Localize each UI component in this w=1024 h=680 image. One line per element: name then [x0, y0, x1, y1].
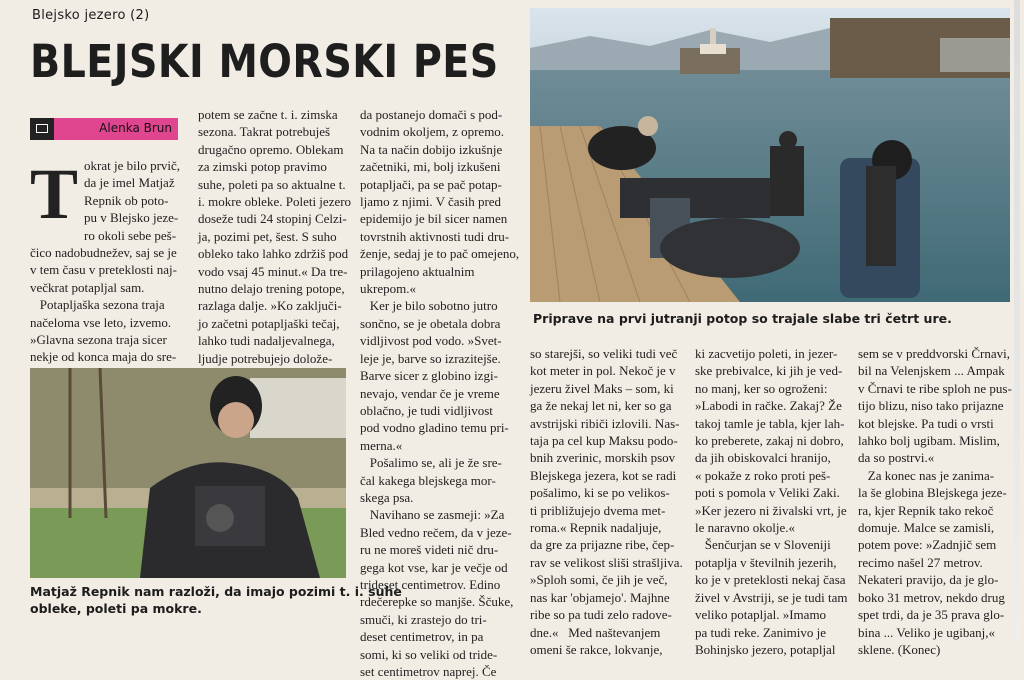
- text-line: ribe so pa tudi zelo radove-: [530, 607, 672, 623]
- text-line: i. mokre obleke. Poleti jezero: [198, 194, 352, 210]
- text-line: set centimetrov naprej. Če: [360, 664, 497, 679]
- text-line: ženje, sedaj je to pač omejeno,: [360, 246, 520, 262]
- author-name: Alenka Brun: [99, 121, 172, 135]
- text-line: čico nadobudnežev, saj se je: [30, 245, 177, 261]
- column-6: [858, 345, 1018, 658]
- text-line: ru ne moreš videti nič dru-: [360, 542, 499, 558]
- page-title: BLEJSKI MORSKI PES: [30, 35, 499, 88]
- text-line: da jih obiskovalci hranijo,: [695, 450, 831, 466]
- photo-caption-top: Priprave na prvi jutranji potop so trajale slabe tri četrt ure.: [533, 311, 952, 326]
- text-line: da postanejo domači s pod-: [360, 107, 503, 122]
- text-line: Blejskega jezera, kot se radi: [530, 467, 677, 483]
- text-line: rav se velikost sliši strašljiva.: [530, 554, 683, 570]
- text-line: Nekateri pravijo, da je glo-: [858, 572, 999, 588]
- text-line: roma.« Repnik nadaljuje,: [530, 520, 662, 536]
- text-line: ukrepom.«: [360, 281, 416, 297]
- text-line: »Labodi in račke. Zakaj? Že: [695, 398, 842, 414]
- text-line: Bled vedno rečem, da v jeze-: [360, 524, 512, 540]
- text-line: »Ker jezero ni živalski vrt, je: [695, 502, 847, 518]
- text-line: nutno delajo trening potope,: [198, 281, 345, 297]
- text-line: ti približujejo dvema met-: [530, 502, 666, 518]
- text-line: za zimski potop pravimo: [198, 159, 327, 175]
- text-line: nekje od konca maja do sre-: [30, 349, 177, 365]
- text-line: večkrat potapljal sam.: [30, 279, 145, 295]
- text-line: da gre za prijazne ribe, čep-: [530, 537, 675, 553]
- author-icon: [30, 118, 54, 140]
- text-line: da so postrvi.«: [858, 450, 935, 466]
- drop-cap: T: [30, 154, 79, 234]
- section-kicker: Blejsko jezero (2): [32, 8, 150, 23]
- text-line: da je imel Matjaž: [84, 175, 175, 191]
- text-line: ljudje potrebujejo dolože-: [198, 350, 333, 366]
- text-line: Za konec nas je zanima-: [858, 467, 995, 483]
- text-line: pu v Blejsko jeze-: [84, 210, 179, 226]
- column-4: [530, 345, 690, 658]
- photo-caption-left: Matjaž Repnik nam razloži, da imajo pozimi t. i. suhe obleke, poleti pa mokre.: [30, 584, 402, 616]
- column-1: [30, 154, 190, 383]
- text-line: no manj, ker so ogroženi:: [695, 380, 828, 396]
- text-line: lahko bolj ugibam. Mislim,: [858, 433, 1000, 449]
- text-line: Ker je bilo sobotno jutro: [360, 298, 498, 314]
- text-line: »Sploh somi, če jih je več,: [530, 572, 668, 588]
- text-line: Šenčurjan se v Sloveniji: [695, 537, 831, 553]
- text-line: epidemijo je bil sicer namen: [360, 211, 508, 227]
- text-line: Potapljaška sezona traja: [30, 297, 165, 313]
- text-line: čal kakega blejskega mor-: [360, 472, 496, 488]
- text-line: nevajo, vendar če je vreme: [360, 385, 500, 401]
- text-line: dne.« Med naštevanjem: [530, 624, 661, 640]
- text-line: načeloma vse leto, izvemo.: [30, 314, 172, 330]
- page-edge: [1014, 0, 1020, 640]
- text-line: omeni še rakce, lokvanje,: [530, 641, 663, 657]
- column-5: [695, 345, 855, 658]
- text-line: obleko tako lahko zdržiš pod: [198, 246, 349, 262]
- text-line: pošalimo, ki se po velikos-: [530, 485, 670, 501]
- text-line: bil na Velenjskem ... Ampak: [858, 363, 1005, 379]
- text-line: jo začetni potapljaški tečaj,: [198, 315, 340, 331]
- text-line: »Glavna sezona traja sicer: [30, 332, 167, 348]
- text-line: pod vodno gladino temu pri-: [360, 420, 509, 436]
- text-line: okrat je bilo prvič,: [84, 158, 181, 173]
- text-line: Na ta način dobijo izkušnje: [360, 141, 503, 157]
- text-line: vodo vsaj 45 minut.« Da tre-: [198, 263, 348, 279]
- text-line: takoj tamle je tabla, kjer lah-: [695, 415, 845, 431]
- text-line: spet trdi, da je 35 prava glo-: [858, 607, 1005, 623]
- text-line: recimo našel 27 metrov.: [858, 554, 983, 570]
- text-line: potem pove: »Zadnjič sem: [858, 537, 997, 553]
- text-line: Bohinjsko jezero, potapljal: [695, 641, 836, 657]
- text-line: ki zacvetijo poleti, in jezer-: [695, 346, 838, 361]
- text-line: veliko potapljal. »Imamo: [695, 607, 827, 623]
- text-line: ko je v preteklosti nekaj časa: [695, 572, 846, 588]
- text-line: pa tudi reke. Zanimivo je: [695, 624, 827, 640]
- text-line: potem se začne t. i. zimska: [198, 107, 338, 122]
- text-line: somi, ki so veliki od tride-: [360, 646, 498, 662]
- text-line: Navihano se zasmeji: »Za: [360, 507, 505, 523]
- text-line: sončno, se je obetala dobra: [360, 315, 501, 331]
- text-line: ro okoli sebe peš-: [84, 227, 177, 243]
- text-line: sezona. Takrat potrebuješ: [198, 124, 331, 140]
- text-line: poti s pomola v Veliki Zaki.: [695, 485, 840, 501]
- text-line: boko 31 metrov, nekdo drug: [858, 589, 1005, 605]
- diver-portrait-photo: [30, 368, 346, 578]
- text-line: merna.«: [360, 437, 403, 453]
- text-line: ljamo z njimi. V časih pred: [360, 194, 502, 210]
- text-line: so starejši, so veliki tudi več: [530, 346, 678, 361]
- text-line: lahko tudi nadaljevalnega,: [198, 333, 335, 349]
- text-line: leje je, barve so izrazitejše.: [360, 350, 501, 366]
- text-line: vidljivost pod vodo. »Svet-: [360, 333, 502, 349]
- text-line: oblačno, je tudi vidljivost: [360, 402, 493, 418]
- text-line: doseže tudi 24 stopinj Celzi-: [198, 211, 347, 227]
- author-byline: [30, 118, 178, 140]
- text-line: ra, kjer Repnik tako rekoč: [858, 502, 994, 518]
- text-line: v Črnavi te ribe sploh ne pus-: [858, 380, 1012, 396]
- text-line: živel v Avstriji, se je tudi tam: [695, 589, 848, 605]
- text-line: taja pa cel kup Maksu podo-: [530, 433, 678, 449]
- text-line: avstrijski ribiči izlovili. Nas-: [530, 415, 680, 431]
- text-line: sklene. (Konec): [858, 641, 941, 657]
- text-line: « pokaže z roko proti peš-: [695, 467, 831, 483]
- text-line: prilagojeno aktualnim: [360, 263, 475, 279]
- text-line: ja, pozimi pet, šest. S suho: [198, 228, 337, 244]
- text-line: deset centimetrov, in pa: [360, 629, 484, 645]
- text-line: sem se v preddvorski Črnavi,: [858, 346, 1011, 361]
- text-line: Pošalimo se, ali je že sre-: [360, 455, 502, 471]
- text-line: bnih zverinic, morskih psov: [530, 450, 676, 466]
- divers-pier-photo: [530, 8, 1010, 302]
- text-line: bina ... Veliko je ugibanj,«: [858, 624, 995, 640]
- text-line: le naravno okolje.«: [695, 520, 795, 536]
- text-line: tijo blizu, niso tako prijazne: [858, 398, 1004, 414]
- text-line: tovrstnih aktivnosti tudi dru-: [360, 228, 510, 244]
- text-line: rdečerepke so manjše. Ščuke,: [360, 594, 514, 610]
- text-line: potaplja v številnih jezerih,: [695, 554, 837, 570]
- text-line: domuje. Malce se zamisli,: [858, 520, 995, 536]
- text-line: razlaga dalje. »Ko zaključi-: [198, 298, 342, 314]
- text-line: ga že nekaj let ni, ker so ga: [530, 398, 672, 414]
- text-line: smuči, ki zrastejo do tri-: [360, 611, 487, 627]
- column-2: [198, 106, 352, 385]
- text-line: gega kot vse, kar je večje od: [360, 559, 508, 575]
- text-line: skega psa.: [360, 489, 414, 505]
- text-line: vodnim okoljem, z opremo.: [360, 124, 505, 140]
- text-line: nas kar 'objamejo'. Majhne: [530, 589, 670, 605]
- text-line: potapljači, pa se pač potap-: [360, 176, 502, 192]
- text-line: trideset centimetrov. Edino: [360, 576, 501, 592]
- text-line: kot blejske. Pa tudi o vrsti: [858, 415, 994, 431]
- text-line: ske prebivalce, ki jih je ved-: [695, 363, 843, 379]
- text-line: jezeru živel Maks – som, ki: [530, 380, 674, 396]
- text-line: suhe, poleti pa so aktualne t.: [198, 176, 346, 192]
- text-line: začetniki, mi, bolj izkušeni: [360, 159, 501, 175]
- text-line: Barve sicer z globino izgi-: [360, 368, 498, 384]
- text-line: v tem času v preteklosti naj-: [30, 262, 177, 278]
- text-line: kot meter in pol. Nekoč je v: [530, 363, 676, 379]
- text-line: ko preberete, zakaj ni dobro,: [695, 433, 844, 449]
- text-line: drugačno opremo. Oblekam: [198, 141, 344, 157]
- text-line: Repnik ob poto-: [84, 192, 169, 208]
- text-line: la še globina Blejskega jeze-: [858, 485, 1007, 501]
